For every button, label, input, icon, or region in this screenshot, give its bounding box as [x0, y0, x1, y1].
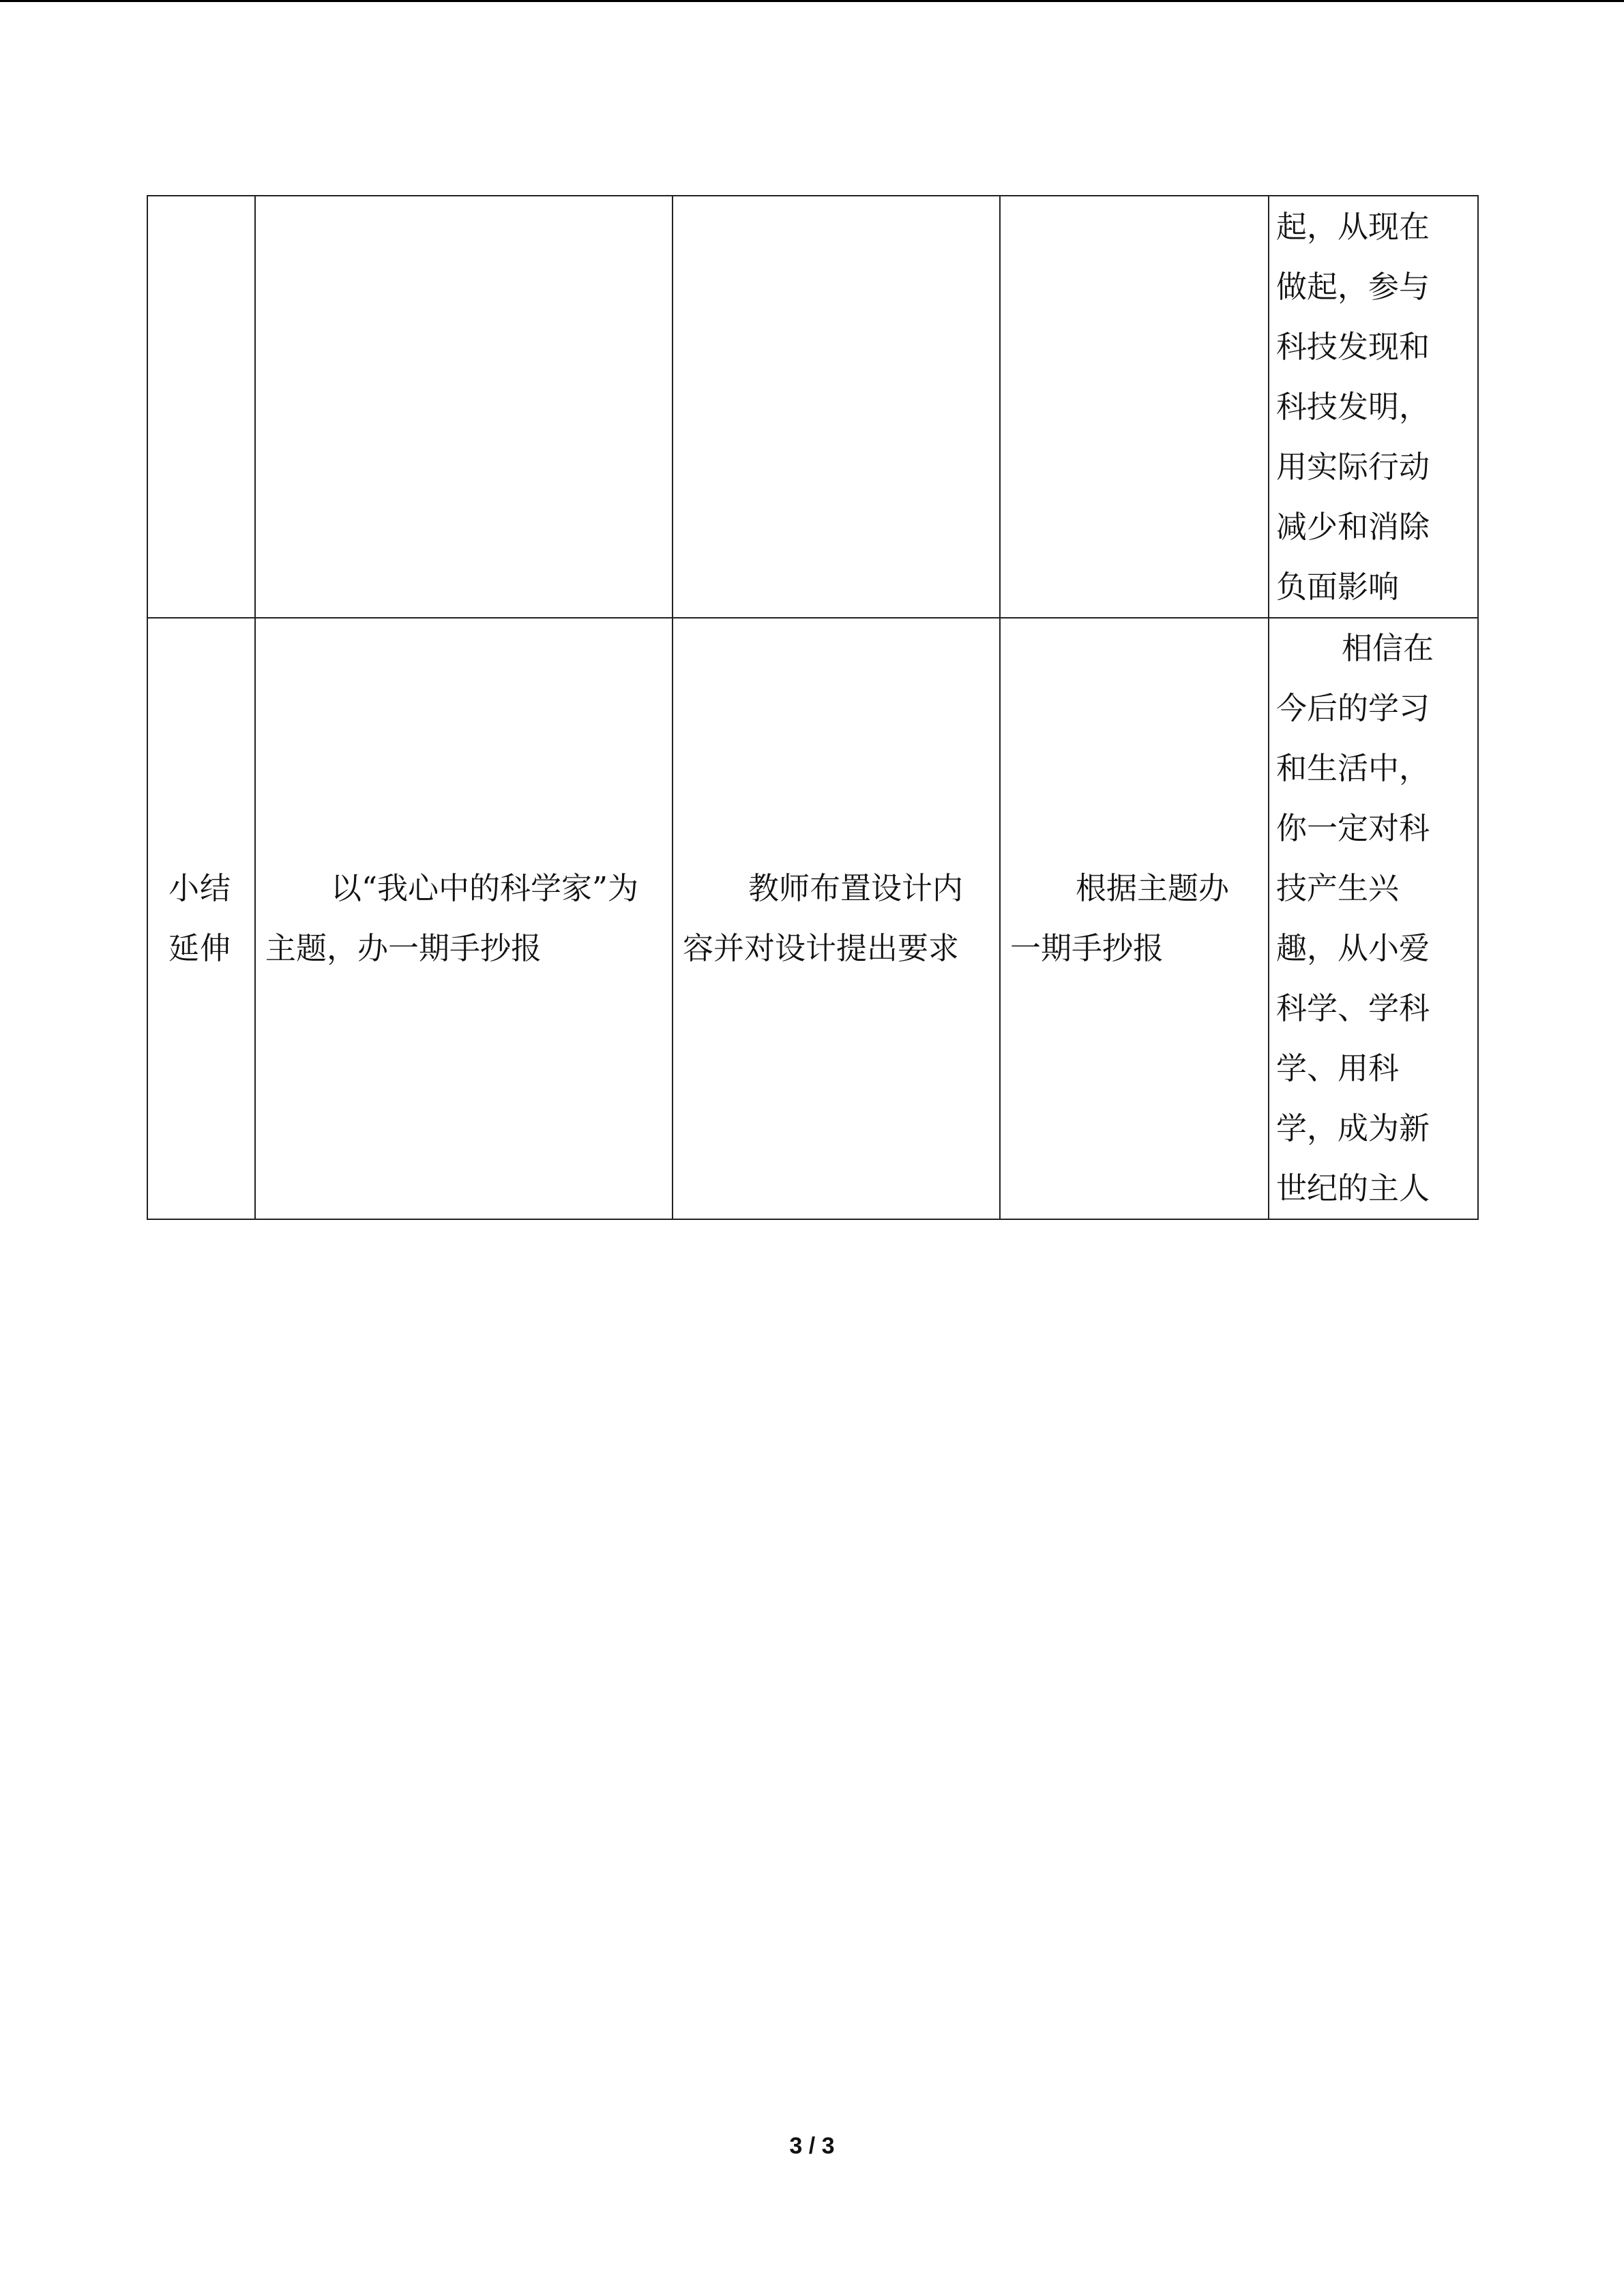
design-intent-cell [1269, 618, 1478, 1219]
design-intent-line: 学，成为新 [1276, 1110, 1430, 1146]
design-intent-line: 起，从现在 [1276, 208, 1430, 245]
page-number: 3 / 3 [789, 2133, 835, 2159]
stage-label: 小结延伸 [168, 870, 232, 966]
design-intent-line: 减少和消除 [1276, 508, 1430, 545]
design-intent-line: 科技发现和 [1276, 328, 1430, 365]
table-row [147, 196, 1478, 618]
design-intent-line: 做起，参与 [1276, 268, 1430, 305]
design-intent-line: 和生活中， [1276, 750, 1430, 786]
top-border-line [0, 0, 1624, 2]
stage-cell [147, 196, 255, 618]
stage-cell [147, 618, 255, 1219]
student-activity-cell [1000, 196, 1269, 618]
teacher-activity-cell [673, 618, 1000, 1219]
design-intent-line: 学、用科 [1276, 1050, 1400, 1086]
design-intent-line: 负面影响 [1276, 568, 1400, 605]
design-intent-line: 今后的学习 [1276, 690, 1430, 726]
lesson-plan-table [147, 195, 1479, 1220]
design-intent-cell [1269, 196, 1478, 618]
content-cell [255, 618, 673, 1219]
design-intent-line: 科学、学科 [1276, 990, 1430, 1026]
table-row [147, 618, 1478, 1219]
design-intent-line: 技产生兴 [1276, 870, 1400, 906]
design-intent-text [1269, 618, 1477, 1219]
content-text: 以“我心中的科学家”为主题，办一期手抄报 [265, 870, 639, 966]
design-intent-line: 科技发明， [1276, 388, 1430, 425]
student-activity-text: 根据主题办一期手抄报 [1010, 870, 1230, 966]
design-intent-line: 你一定对科 [1276, 810, 1430, 846]
content-cell [255, 196, 673, 618]
design-intent-line: 趣，从小爱 [1276, 930, 1430, 966]
teacher-activity-text: 教师布置设计内容并对设计提出要求 [683, 870, 964, 966]
design-intent-line: 世纪的主人 [1276, 1170, 1430, 1206]
student-activity-cell [1000, 618, 1269, 1219]
design-intent-line: 用实际行动 [1276, 448, 1430, 485]
design-intent-text [1269, 197, 1477, 617]
teacher-activity-cell [673, 196, 1000, 618]
design-intent-line: 相信在 [1342, 630, 1434, 666]
